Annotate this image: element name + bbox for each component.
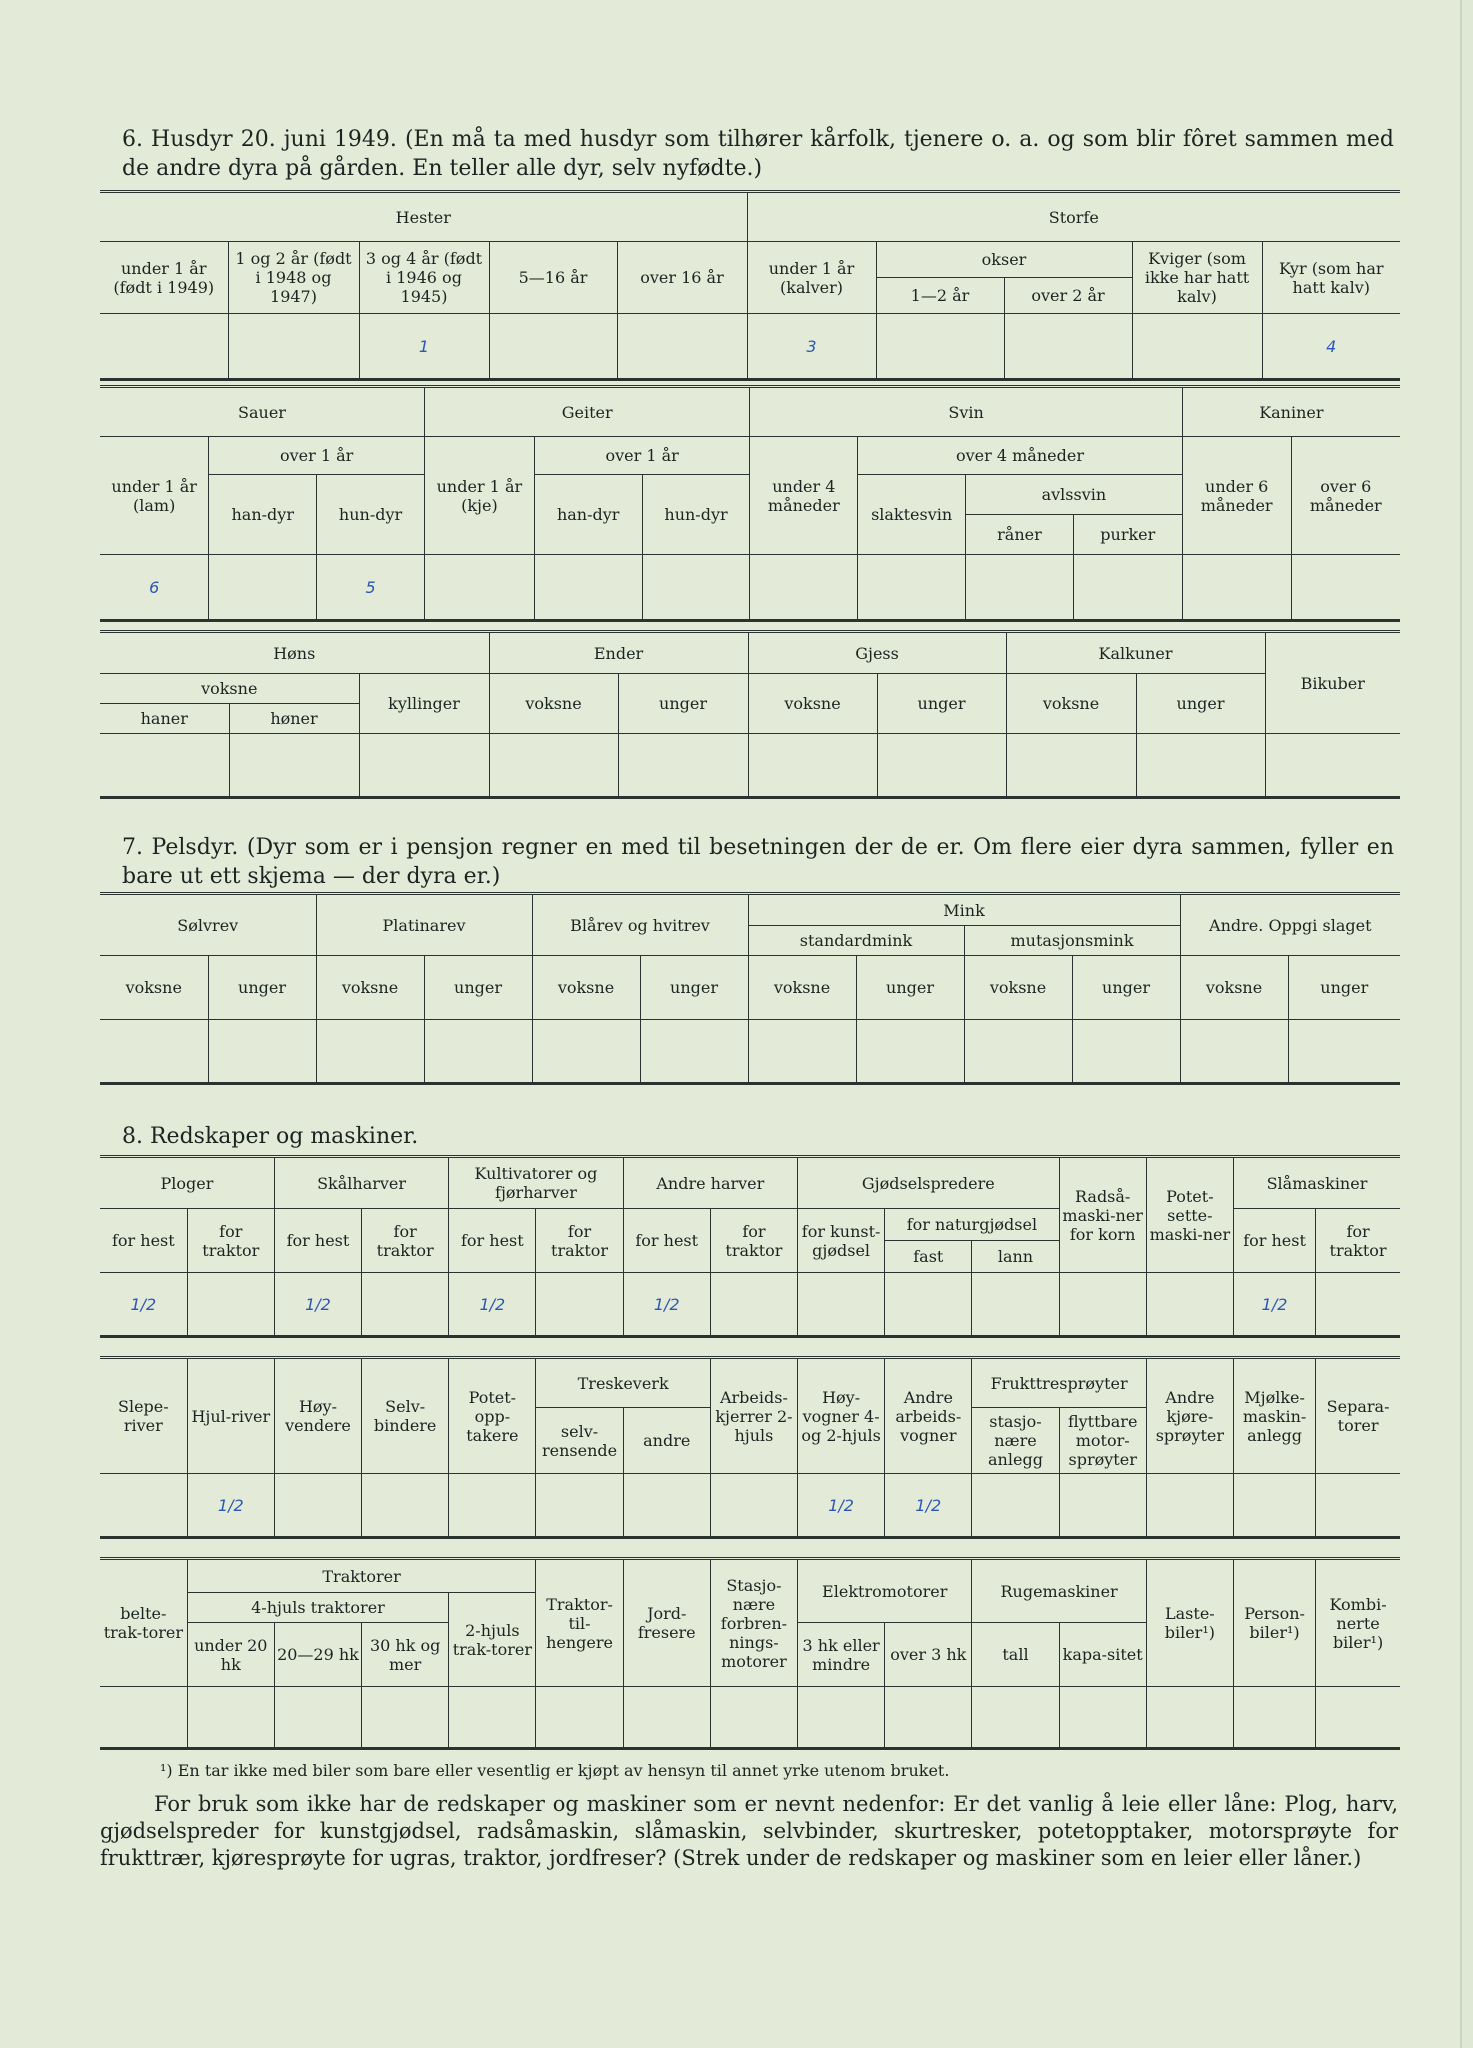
storfe-kalver: under 1 år (kalver) [747,242,876,314]
redskap2-value[interactable]: 1/2 [885,1474,972,1538]
natur-lann: lann [972,1241,1059,1273]
hester-col-0: under 1 år (født i 1949) [100,242,228,314]
redskap3-cell[interactable] [274,1687,361,1749]
personbiler-header: Person-biler¹) [1233,1559,1315,1687]
svin-purker: purker [1073,515,1182,555]
hoyvendere-header: Høy-vendere [274,1358,361,1474]
redskap1-value[interactable]: 1/2 [449,1273,536,1337]
redskap1-value[interactable] [710,1273,797,1337]
redskap3-cell[interactable] [623,1687,710,1749]
storfe-value-4[interactable]: 4 [1262,314,1400,380]
pelsdyr-voksne: voksne [316,956,424,1020]
svin-cell[interactable] [966,555,1074,621]
okser-over-2: over 2 år [1004,278,1132,314]
pelsdyr-unger: unger [208,956,316,1020]
selvrensende: selv-rensende [536,1408,623,1474]
hk2029-header: 20—29 hk [274,1623,361,1687]
gjess-unger: unger [877,674,1006,734]
kalkuner-unger: unger [1136,674,1265,734]
andre-pelsdyr-header: Andre. Oppgi slaget [1180,894,1400,956]
fjaerfe-cell[interactable] [359,734,489,798]
hk30-header: 30 hk og mer [362,1623,449,1687]
redskap3-cell[interactable] [100,1687,187,1749]
for-hest: for hest [1233,1209,1315,1273]
hons-honer: høner [229,704,359,734]
stasjonaere-anlegg: stasjo-nære anlegg [972,1408,1059,1474]
potetsette-header: Potet-sette-maski-ner [1146,1157,1233,1273]
redskap1-value[interactable]: 1/2 [1233,1273,1315,1337]
radsa-header: Radså-maski-ner for korn [1059,1157,1146,1273]
redskap2-value[interactable] [972,1474,1059,1538]
redskap3-cell[interactable] [187,1687,274,1749]
section8-title: 8. Redskaper og maskiner. [122,1124,419,1149]
storfe-value-2[interactable] [1004,314,1132,380]
pelsdyr-cell[interactable] [748,1020,856,1084]
redskap2-value[interactable] [536,1474,623,1538]
redskap2-value[interactable]: 1/2 [798,1474,885,1538]
redskap2-value[interactable] [623,1474,710,1538]
sauer-over: over 1 år [209,437,425,475]
pelsdyr-unger: unger [640,956,748,1020]
storfe-kviger: Kviger (som ikke har hatt kalv) [1132,242,1262,314]
separatorer-header: Separa-torer [1316,1358,1400,1474]
geiter-cell[interactable] [424,555,534,621]
geiter-cell[interactable] [534,555,642,621]
for-hest: for hest [623,1209,710,1273]
fjaerfe-cell[interactable] [748,734,877,798]
emover-header: over 3 hk [885,1623,972,1687]
storfe-value-0[interactable]: 3 [747,314,876,380]
redskap3-cell[interactable] [536,1687,623,1749]
redskap1-value[interactable] [536,1273,623,1337]
for-hest: for hest [274,1209,361,1273]
kaniner-under: under 6 måneder [1182,437,1291,555]
svin-header: Svin [750,387,1182,437]
redskap3-cell[interactable] [362,1687,449,1749]
pelsdyr-cell[interactable] [1072,1020,1180,1084]
mjolkemaskin-header: Mjølke-maskin-anlegg [1233,1358,1315,1474]
redskap1-value[interactable] [885,1273,972,1337]
sauer-value-2[interactable]: 5 [317,555,425,621]
geiter-under: under 1 år (kje) [424,437,534,555]
sauer-header: Sauer [100,387,424,437]
andre-harver-header: Andre harver [623,1157,797,1209]
selvbindere-header: Selv-bindere [362,1358,449,1474]
footnote: ¹) En tar ikke med biler som bare eller vesentlig er kjøpt av hensyn til annet yrke utenom bruket. [160,1761,950,1780]
ender-voksne: voksne [489,674,618,734]
redskap2-value[interactable] [1233,1474,1315,1538]
treskeverk-header: Treskeverk [536,1358,710,1408]
redskap3-cell[interactable] [1233,1687,1315,1749]
hons-voksne: voksne [100,674,359,704]
svin-over: over 4 måneder [858,437,1183,475]
kaniner-header: Kaniner [1182,387,1400,437]
pelsdyr-cell[interactable] [316,1020,424,1084]
pelsdyr-unger: unger [1072,956,1180,1020]
sauer-value-0[interactable]: 6 [100,555,209,621]
redskaper-table-3 [100,1557,1400,1750]
hons-haner: haner [100,704,229,734]
jordfresere-header: Jord-fresere [623,1559,710,1687]
pelsdyr-unger: unger [856,956,964,1020]
kaniner-cell[interactable] [1182,555,1291,621]
redskap3-cell[interactable] [449,1687,536,1749]
redskap3-cell[interactable] [972,1687,1059,1749]
kjoresproyter-header: Andre kjøre-sprøyter [1146,1358,1233,1474]
hester-value-3[interactable] [489,314,617,380]
svin-cell[interactable] [858,555,966,621]
for-traktor: for traktor [362,1209,449,1273]
kaniner-over: over 6 måneder [1291,437,1400,555]
hons-kyllinger: kyllinger [359,674,489,734]
hester-col-3: 5—16 år [489,242,617,314]
geiter-handyr: han-dyr [534,475,642,555]
redskap2-value[interactable] [1059,1474,1146,1538]
under20-header: under 20 hk [187,1623,274,1687]
pelsdyr-voksne: voksne [964,956,1072,1020]
pelsdyr-cell[interactable] [208,1020,316,1084]
redskap1-value[interactable] [798,1273,885,1337]
mutasjonsmink-header: mutasjonsmink [964,926,1180,956]
fjaerfe-cell[interactable] [618,734,748,798]
redskap2-value[interactable] [274,1474,361,1538]
redskap2-value[interactable] [710,1474,797,1538]
pelsdyr-cell[interactable] [640,1020,748,1084]
svin-cell[interactable] [1073,555,1182,621]
redskaper-table-1 [100,1155,1400,1338]
geiter-hundyr: hun-dyr [642,475,750,555]
for-traktor: for traktor [536,1209,623,1273]
slamaskiner-header: Slåmaskiner [1233,1157,1400,1209]
redskap3-cell[interactable] [1059,1687,1146,1749]
standardmink-header: standardmink [748,926,964,956]
sauer-value-1[interactable] [209,555,317,621]
tilhengere-header: Traktor-til-hengere [536,1559,623,1687]
kultivatorer-header: Kultivatorer og fjørharver [449,1157,623,1209]
pelsdyr-cell[interactable] [856,1020,964,1084]
fjaerfe-cell[interactable] [1136,734,1265,798]
redskap2-value[interactable] [362,1474,449,1538]
section7-title: 7. Pelsdyr. (Dyr som er i pensjon regner en med til besetningen der de er. Om flere eier dyra sammen, fyller en bare ut ett skjema — der dyra er.) [122,835,1394,889]
lastebiler-header: Laste-biler¹) [1146,1559,1233,1687]
svin-raner: råner [966,515,1074,555]
pelsdyr-unger: unger [1288,956,1400,1020]
fjaerfe-cell[interactable] [489,734,618,798]
leie-paragraph: For bruk som ikke har de redskaper og maskiner som er nevnt nedenfor: Er det vanlig å leie eller låne: Plog, harv, gjødselspreder for kunstgjødsel, radsåmaskin, slåmaskin, selvbinder, skurtresker, potetopptaker, motorsprøyte for frukttrær, kjøresprøyte for ugras, traktor, jordfreser? (Strek under de redskaper og maskiner som en leier eller låner.) [100,1792,1398,1870]
pelsdyr-table [100,892,1400,1085]
sleperiver-header: Slepe-river [100,1358,187,1474]
arbeidsvogner-header: Andre arbeids-vogner [885,1358,972,1474]
hoyvogner-header: Høy-vogner 4- og 2-hjuls [798,1358,885,1474]
redskaper-table-2 [100,1356,1400,1539]
sauer-geiter-svin-table [100,385,1400,622]
svin-avlssvin: avlssvin [966,475,1183,515]
sauer-under: under 1 år (lam) [100,437,209,555]
hester-col-4: over 16 år [617,242,747,314]
geiter-header: Geiter [424,387,749,437]
hons-header: Høns [100,632,489,674]
sauer-hundyr: hun-dyr [317,475,425,555]
rugemaskiner-header: Rugemaskiner [972,1559,1146,1623]
redskap1-value[interactable] [972,1273,1059,1337]
flyttbare-sproyter: flyttbare motor-sprøyter [1059,1408,1146,1474]
natur-fast: fast [885,1241,972,1273]
redskap3-cell[interactable] [885,1687,972,1749]
svin-slaktesvin: slaktesvin [858,475,966,555]
kalkuner-voksne: voksne [1006,674,1136,734]
pelsdyr-cell[interactable] [964,1020,1072,1084]
kunstgjodsel: for kunst-gjødsel [798,1209,885,1273]
ploger-header: Ploger [100,1157,274,1209]
redskap1-value[interactable]: 1/2 [274,1273,361,1337]
redskap3-cell[interactable] [710,1687,797,1749]
naturgjodsel: for naturgjødsel [885,1209,1059,1241]
for-hest: for hest [449,1209,536,1273]
kombinerte-header: Kombi-nerte biler¹) [1316,1559,1400,1687]
mink-header: Mink [748,894,1180,926]
redskap2-value[interactable] [100,1474,187,1538]
potetopptakere-header: Potet-opp-takere [449,1358,536,1474]
pelsdyr-voksne: voksne [748,956,856,1020]
geiter-cell[interactable] [642,555,750,621]
for-hest: for hest [100,1209,187,1273]
fjaerfe-cell[interactable] [229,734,359,798]
fjaerfe-table [100,630,1400,799]
hester-col-1: 1 og 2 år (født i 1948 og 1947) [228,242,359,314]
storfe-kyr: Kyr (som har hatt kalv) [1262,242,1400,314]
fruktsproyter-header: Frukttresprøyter [972,1358,1146,1408]
ender-header: Ender [489,632,748,674]
kalkuner-header: Kalkuner [1006,632,1265,674]
redskap1-value[interactable] [1059,1273,1146,1337]
hjulriver-header: Hjul-river [187,1358,274,1474]
for-traktor: for traktor [1316,1209,1400,1273]
tohjuls-header: 2-hjuls trak-torer [449,1593,536,1687]
geiter-over: over 1 år [534,437,750,475]
treskeverk-andre: andre [623,1408,710,1474]
redskap1-value[interactable]: 1/2 [100,1273,187,1337]
redskap1-value[interactable] [1316,1273,1400,1337]
bikuber-header: Bikuber [1265,632,1400,734]
pelsdyr-voksne: voksne [532,956,640,1020]
storfe-value-1[interactable] [876,314,1004,380]
platinarev-header: Platinarev [316,894,532,956]
svin-cell[interactable] [750,555,858,621]
elektromotorer-header: Elektromotorer [798,1559,972,1623]
redskap1-value[interactable] [362,1273,449,1337]
redskap3-cell[interactable] [1146,1687,1233,1749]
hester-value-0[interactable] [100,314,228,380]
pelsdyr-cell[interactable] [424,1020,532,1084]
ruge-tall: tall [972,1623,1059,1687]
redskap2-value[interactable] [1146,1474,1233,1538]
hester-col-2: 3 og 4 år (født i 1946 og 1945) [359,242,489,314]
traktorer-header: Traktorer [187,1559,536,1593]
storfe-header: Storfe [747,192,1400,242]
okser-1-2: 1—2 år [876,278,1004,314]
gjess-voksne: voksne [748,674,877,734]
sauer-handyr: han-dyr [209,475,317,555]
hester-value-4[interactable] [617,314,747,380]
redskap1-value[interactable]: 1/2 [623,1273,710,1337]
pelsdyr-cell[interactable] [1180,1020,1288,1084]
redskap3-cell[interactable] [1316,1687,1400,1749]
storfe-okser: okser [876,242,1132,278]
fjaerfe-cell[interactable] [877,734,1006,798]
svin-under: under 4 måneder [750,437,858,555]
firehjuls-header: 4-hjuls traktorer [187,1593,449,1623]
redskap1-value[interactable] [1146,1273,1233,1337]
em3-header: 3 hk eller mindre [798,1623,885,1687]
arbeidskjerrer-header: Arbeids-kjerrer 2-hjuls [710,1358,797,1474]
ender-unger: unger [618,674,748,734]
hester-value-1[interactable] [228,314,359,380]
pelsdyr-cell[interactable] [532,1020,640,1084]
storfe-value-3[interactable] [1132,314,1262,380]
redskap3-cell[interactable] [798,1687,885,1749]
redskap2-value[interactable]: 1/2 [187,1474,274,1538]
ruge-kapasitet: kapa-sitet [1059,1623,1146,1687]
pelsdyr-unger: unger [424,956,532,1020]
bikuber-cell[interactable] [1265,734,1400,798]
redskap2-value[interactable] [1316,1474,1400,1538]
hester-storfe-table [100,190,1400,381]
kaniner-cell[interactable] [1291,555,1400,621]
for-traktor: for traktor [710,1209,797,1273]
for-traktor: for traktor [187,1209,274,1273]
redskap1-value[interactable] [187,1273,274,1337]
gjess-header: Gjess [748,632,1006,674]
gjodsel-header: Gjødselspredere [798,1157,1060,1209]
forbrenning-header: Stasjo-nære forbren-nings-motorer [710,1559,797,1687]
hester-value-2[interactable]: 1 [359,314,489,380]
redskap2-value[interactable] [449,1474,536,1538]
pelsdyr-cell[interactable] [1288,1020,1400,1084]
belte-header: belte-trak-torer [100,1559,187,1687]
section6-title: 6. Husdyr 20. juni 1949. (En må ta med husdyr som tilhører kårfolk, tjenere o. a. og som blir fôret sammen med de andre dyra på gården. En teller alle dyr, selv nyfødte.) [122,127,1394,181]
solvrev-header: Sølvrev [100,894,316,956]
skalharver-header: Skålharver [274,1157,448,1209]
fjaerfe-cell[interactable] [1006,734,1136,798]
pelsdyr-cell[interactable] [100,1020,208,1084]
hester-header: Hester [100,192,747,242]
pelsdyr-voksne: voksne [1180,956,1288,1020]
pelsdyr-voksne: voksne [100,956,208,1020]
blarev-header: Blårev og hvitrev [532,894,748,956]
fjaerfe-cell[interactable] [100,734,229,798]
